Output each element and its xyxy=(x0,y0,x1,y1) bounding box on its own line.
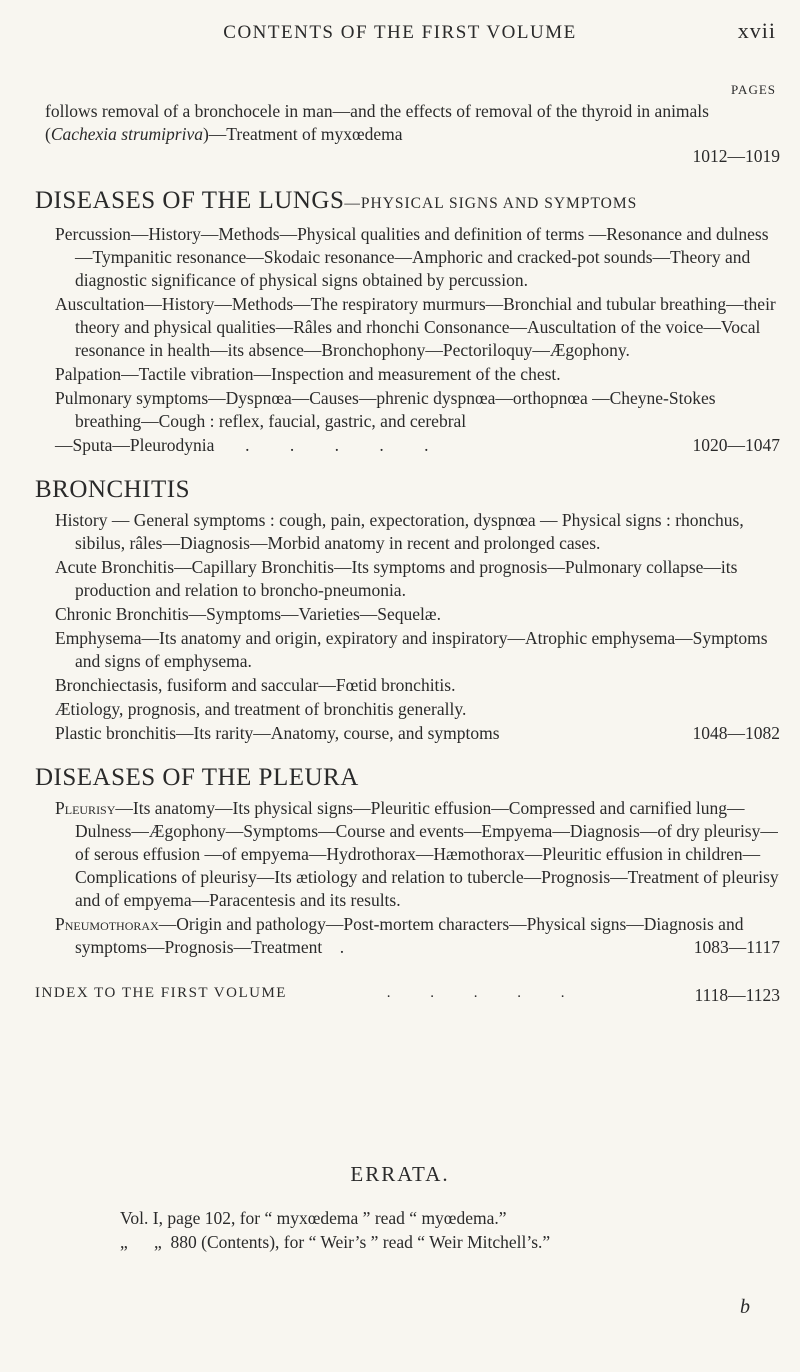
list-item: Emphysema—Its anatomy and origin, expiratory and inspiratory—Atrophic emphysema—Symptoms and signs of emphysema. xyxy=(55,628,768,671)
list-item: Percussion—History—Methods—Physical qualities and definition of terms —Resonance and dulness—Tympanitic resonance—Skodaic resonance—Amphoric and cracked-pot sounds—Theory and diagnostic significance of physical signs obtained by percussion. xyxy=(55,224,769,290)
bronchitis-page-range: 1048—1082 xyxy=(692,723,780,743)
pleura-entries xyxy=(45,797,780,959)
intro-text-after: )—Treatment of myxœdema xyxy=(202,124,403,144)
leader-dots: . . . . . xyxy=(245,435,447,455)
errata-list xyxy=(120,1206,760,1254)
list-item: History — General symptoms : cough, pain, expectoration, dyspnœa — Physical signs : rhonchus, sibilus, râles—Diagnosis—Morbid anatomy in recent and prolonged cases. xyxy=(55,510,744,553)
section-title-pleura: DISEASES OF THE PLEURA xyxy=(35,764,359,791)
pleura-page-range: 1083—1117 xyxy=(693,937,780,957)
page-number: xvii xyxy=(737,18,776,43)
list-item: Chronic Bronchitis—Symptoms—Varieties—Sequelæ. xyxy=(55,604,441,624)
errata-title: ERRATA. xyxy=(350,1162,450,1186)
list-item: Ætiology, prognosis, and treatment of bronchitis generally. xyxy=(55,699,467,719)
errata-line-2: „ „ 880 (Contents), for “ Weir’s ” read “ Weir Mitchell’s.” xyxy=(120,1232,551,1252)
errata-line-1: Vol. I, page 102, for “ myxœdema ” read “ myœdema.” xyxy=(120,1208,507,1228)
running-head: CONTENTS OF THE FIRST VOLUME xyxy=(223,22,577,43)
contents-body xyxy=(35,100,780,1006)
list-item: Pulmonary symptoms—Dyspnœa—Causes—phrenic dyspnœa—orthopnœa —Cheyne-Stokes breathing—Cough : reflex, faucial, gastric, and cerebral xyxy=(55,388,716,431)
pages-column-label: PAGES xyxy=(731,82,776,97)
leader-dots: . xyxy=(339,937,345,957)
index-entry xyxy=(35,985,780,1005)
index-page-range: 1118—1123 xyxy=(694,985,780,1005)
lungs-title: DISEASES OF THE LUNGS xyxy=(35,187,345,214)
intro-italic-term: Cachexia strumipriva xyxy=(50,124,203,144)
lungs-subtitle: —PHYSICAL SIGNS AND SYMPTOMS xyxy=(344,195,638,212)
intro-page-range: 1012—1019 xyxy=(692,146,780,166)
list-item xyxy=(55,797,780,912)
index-label: INDEX TO THE FIRST VOLUME xyxy=(35,985,287,1001)
lungs-page-range: 1020—1047 xyxy=(692,435,780,455)
lungs-entries xyxy=(45,223,780,457)
list-item: Bronchiectasis, fusiform and saccular—Fœtid bronchitis. xyxy=(55,675,456,695)
intro-text-before: follows removal of a bronchocele in man—and the effects of removal of the thyroid in animals ( xyxy=(45,101,709,144)
list-item-last xyxy=(55,722,780,745)
list-item: Auscultation—History—Methods—The respiratory murmurs—Bronchial and tubular breathing—their theory and physical qualities—Râles and rhonchi Consonance—Auscultation of the voice—Vocal resonance in health—its absence—Bronchophony—Pectoriloquy—Ægophony. xyxy=(55,294,776,360)
leader-dots: . . . . . xyxy=(386,985,583,1001)
list-item: Acute Bronchitis—Capillary Bronchitis—Its symptoms and prognosis—Pulmonary collapse—its production and relation to broncho-pneumonia. xyxy=(55,557,738,600)
bronchitis-last-line: Plastic bronchitis—Its rarity—Anatomy, course, and symptoms xyxy=(55,723,500,743)
signature-mark: b xyxy=(740,1296,750,1318)
pleurisy-heading: Pleurisy xyxy=(55,798,116,818)
list-item-last xyxy=(55,434,780,457)
lungs-last-line: —Sputa—Pleurodynia xyxy=(55,435,215,455)
list-item-last xyxy=(55,913,780,959)
bronchitis-entries xyxy=(45,509,780,745)
pneumothorax-heading: Pneumothorax xyxy=(55,914,159,934)
section-title-lungs xyxy=(35,186,780,219)
pleurisy-text: —Its anatomy—Its physical signs—Pleuritic effusion—Compressed and carnified lung—Dulness—Ægophony—Symptoms—Course and events—Empyema—Diagnosis—of dry pleurisy—of serous effusion —of empyema—Hydrothorax—Hæmothorax—Pleuritic effusion in children—Complications of pleurisy—Its ætiology and relation to tubercle—Prognosis—Treatment of pleurisy and of empyema—Paracentesis and its results. xyxy=(75,798,779,910)
pneumothorax-text: —Origin and pathology—Post-mortem characters—Physical signs—Diagnosis and symptoms—Prognosis—Treatment xyxy=(75,914,744,957)
section-title-bronchitis: BRONCHITIS xyxy=(35,476,191,503)
list-item: Palpation—Tactile vibration—Inspection and measurement of the chest. xyxy=(55,364,561,384)
intro-entry xyxy=(45,100,780,146)
